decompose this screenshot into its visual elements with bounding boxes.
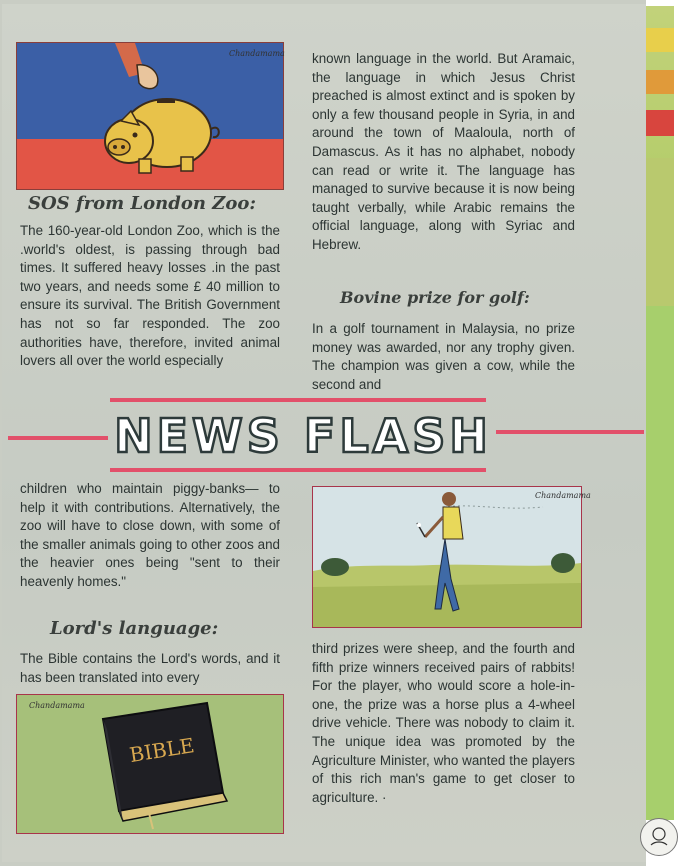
banner-rule-left [8, 436, 108, 440]
news-flash-title: NEWS FLASH [114, 409, 492, 463]
banner-rule-right [496, 430, 644, 434]
color-swatch-green [646, 306, 674, 820]
article-lord-continued: known language in the world. But Aramaic, the language in which Jesus Christ preached is almost extinct and is spoken by only a few thousand people in Syria, in and around the town of Maaloula, north of Damascus. As it has no alphabet, nobody can read or write it. The language has managed to survive because it is now being taught verbally, while Arabic remains the official language, along with Syriac and Hebrew. [312, 51, 575, 252]
golfer-illustration [312, 486, 591, 628]
color-swatch-red [646, 110, 674, 136]
color-swatch-orange [646, 70, 674, 94]
heading-sos-london-zoo: SOS from London Zoo: [28, 193, 256, 214]
color-edge-strip [646, 6, 674, 820]
color-swatch-yellow [646, 28, 674, 52]
magazine-logo-icon [640, 818, 678, 856]
artist-signature: Chandamama [229, 49, 285, 58]
article-golf-continued: third prizes were sheep, and the fourth and fifth prize winners received pairs of rabbits! For the player, who would score a hole-in-one, the prize was a horse plus a 4-wheel drive vehicle. There was nobody to claim it. The unique idea was promoted by the Agriculture Minister, who wanted the players of this rich man's game to get closer to agriculture. · [312, 641, 575, 805]
piggy-bank-icon [17, 43, 283, 189]
bible-book-icon [17, 695, 283, 833]
article-golf-body: In a golf tournament in Malaysia, no prize money was awarded, nor any trophy given. The champion was given a cow, while the second and [312, 321, 575, 392]
bible-illustration [16, 694, 284, 834]
piggy-bank-illustration [16, 42, 284, 190]
color-swatch-olive [646, 158, 674, 306]
article-sos-body: The 160-year-old London Zoo, which is the .world's oldest, is passing through bad times. It suffered heavy losses .in the past two years, and needs some £ 40 million to ensure its survival. The British Government has not so far responded. The zoo authorities have, therefore, invited animal lovers all over the world especially [20, 223, 280, 369]
heading-lords-language: Lord's language: [50, 618, 219, 639]
bible-cover-text: BIBLE [127, 733, 196, 768]
article-sos-continued: children who maintain piggy-banks— to help it with contributions. Alternatively, the zoo will have to close down, with some of the smaller animals going to other zoos and the heavier ones being "sent to their heavenly homes." [20, 481, 280, 589]
heading-bovine-prize-golf: Bovine prize for golf: [340, 288, 530, 307]
artist-signature: Chandamama [535, 491, 591, 500]
article-lord-body: The Bible contains the Lord's words, and it has been translated into every [20, 651, 280, 685]
golfer-icon [313, 487, 581, 627]
news-flash-banner [116, 402, 490, 470]
artist-signature: Chandamama [29, 701, 85, 710]
